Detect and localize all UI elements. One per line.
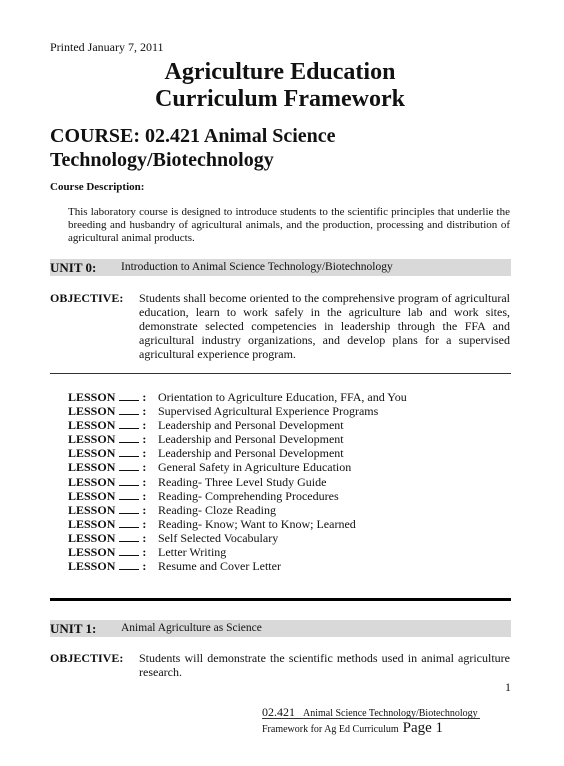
lesson-title: Orientation to Agriculture Education, FFA, and You: [158, 390, 407, 404]
lesson-title: Leadership and Personal Development: [158, 446, 344, 461]
unit1-label: UNIT 1:: [50, 621, 97, 636]
unit1-objective-text: Students will demonstrate the scientific methods used in animal agriculture research.: [139, 651, 510, 679]
lesson-label: LESSON :: [68, 404, 147, 419]
lesson-label: LESSON :: [68, 390, 147, 404]
course-description-label: Course Description:: [50, 181, 145, 193]
list-item: [68, 475, 508, 489]
footer-course-code: 02.421: [262, 705, 295, 719]
unit1-header-bar: [50, 620, 511, 637]
list-item: [68, 517, 508, 531]
lesson-label: LESSON :: [68, 446, 147, 461]
list-item: [68, 418, 508, 432]
list-item: [68, 503, 508, 517]
list-item: [68, 432, 508, 446]
lesson-title: Resume and Cover Letter: [158, 559, 281, 574]
printed-date: Printed January 7, 2011: [50, 40, 164, 54]
course-heading-line2: Technology/Biotechnology: [50, 149, 274, 171]
lesson-title: Letter Writing: [158, 545, 227, 560]
footer-framework-label: Framework for Ag Ed Curriculum: [262, 724, 399, 735]
document-title-line1: Agriculture Education: [164, 59, 396, 85]
list-item: [68, 559, 508, 573]
lesson-title: Leadership and Personal Development: [158, 432, 344, 447]
lesson-label: LESSON :: [68, 460, 147, 475]
lesson-title: General Safety in Agriculture Education: [158, 460, 352, 475]
lesson-title: Self Selected Vocabulary: [158, 530, 279, 545]
lesson-title: Supervised Agricultural Experience Programs: [158, 404, 379, 419]
document-title-line2: Curriculum Framework: [155, 86, 405, 112]
unit1-title: Animal Agriculture as Science: [121, 622, 262, 634]
unit0-objective-text: Students shall become oriented to the comprehensive program of agricultural education, learn to work safely in the agriculture lab and work sites, demonstrate selected competencies in leadership through the FFA and agricultural industry organizations, and develop plans for a supervised agricultural experience program.: [139, 291, 510, 361]
list-item: [68, 460, 508, 474]
list-item: [68, 531, 508, 545]
section-divider: [50, 373, 511, 374]
lesson-label: LESSON :: [68, 559, 147, 574]
course-heading: [50, 124, 530, 172]
lesson-label: LESSON :: [68, 488, 147, 503]
page-number: 1: [505, 680, 511, 694]
footer-divider: [262, 718, 480, 719]
course-heading-line1: COURSE: 02.421 Animal Science: [50, 125, 336, 147]
footer-page-label: Page 1: [402, 720, 444, 736]
lesson-label: LESSON :: [68, 418, 147, 433]
lesson-label: LESSON :: [68, 474, 147, 489]
list-item: [68, 390, 508, 404]
unit1-objective-label: OBJECTIVE:: [50, 651, 124, 665]
lesson-title: Reading- Cloze Reading: [158, 502, 276, 517]
lesson-title: Reading- Three Level Study Guide: [158, 474, 327, 489]
unit0-objective-label: OBJECTIVE:: [50, 291, 124, 305]
course-description-text: This laboratory course is designed to introduce students to the scientific principles that underlie the breeding and husbandry of agricultural animals, and the production, processing and distribution of agricultural animal products.: [68, 206, 510, 244]
unit0-header-bar: [50, 259, 511, 276]
list-item: [68, 404, 508, 418]
lesson-title: Reading- Comprehending Procedures: [158, 488, 339, 503]
list-item: [68, 545, 508, 559]
section-divider-thick: [50, 598, 511, 601]
footer-framework: [262, 720, 443, 737]
lesson-title: Leadership and Personal Development: [158, 418, 344, 433]
unit0-label: UNIT 0:: [50, 260, 97, 275]
lesson-label: LESSON :: [68, 530, 147, 545]
footer-course-name: Animal Science Technology/Biotechnology: [303, 708, 478, 719]
lesson-label: LESSON :: [68, 432, 147, 447]
lesson-list: [68, 390, 508, 573]
lesson-label: LESSON :: [68, 545, 147, 560]
list-item: [68, 489, 508, 503]
list-item: [68, 446, 508, 460]
lesson-label: LESSON :: [68, 516, 147, 531]
lesson-label: LESSON :: [68, 502, 147, 517]
unit0-title: Introduction to Animal Science Technology/Biotechnology: [121, 261, 393, 273]
lesson-title: Reading- Know; Want to Know; Learned: [158, 516, 356, 531]
